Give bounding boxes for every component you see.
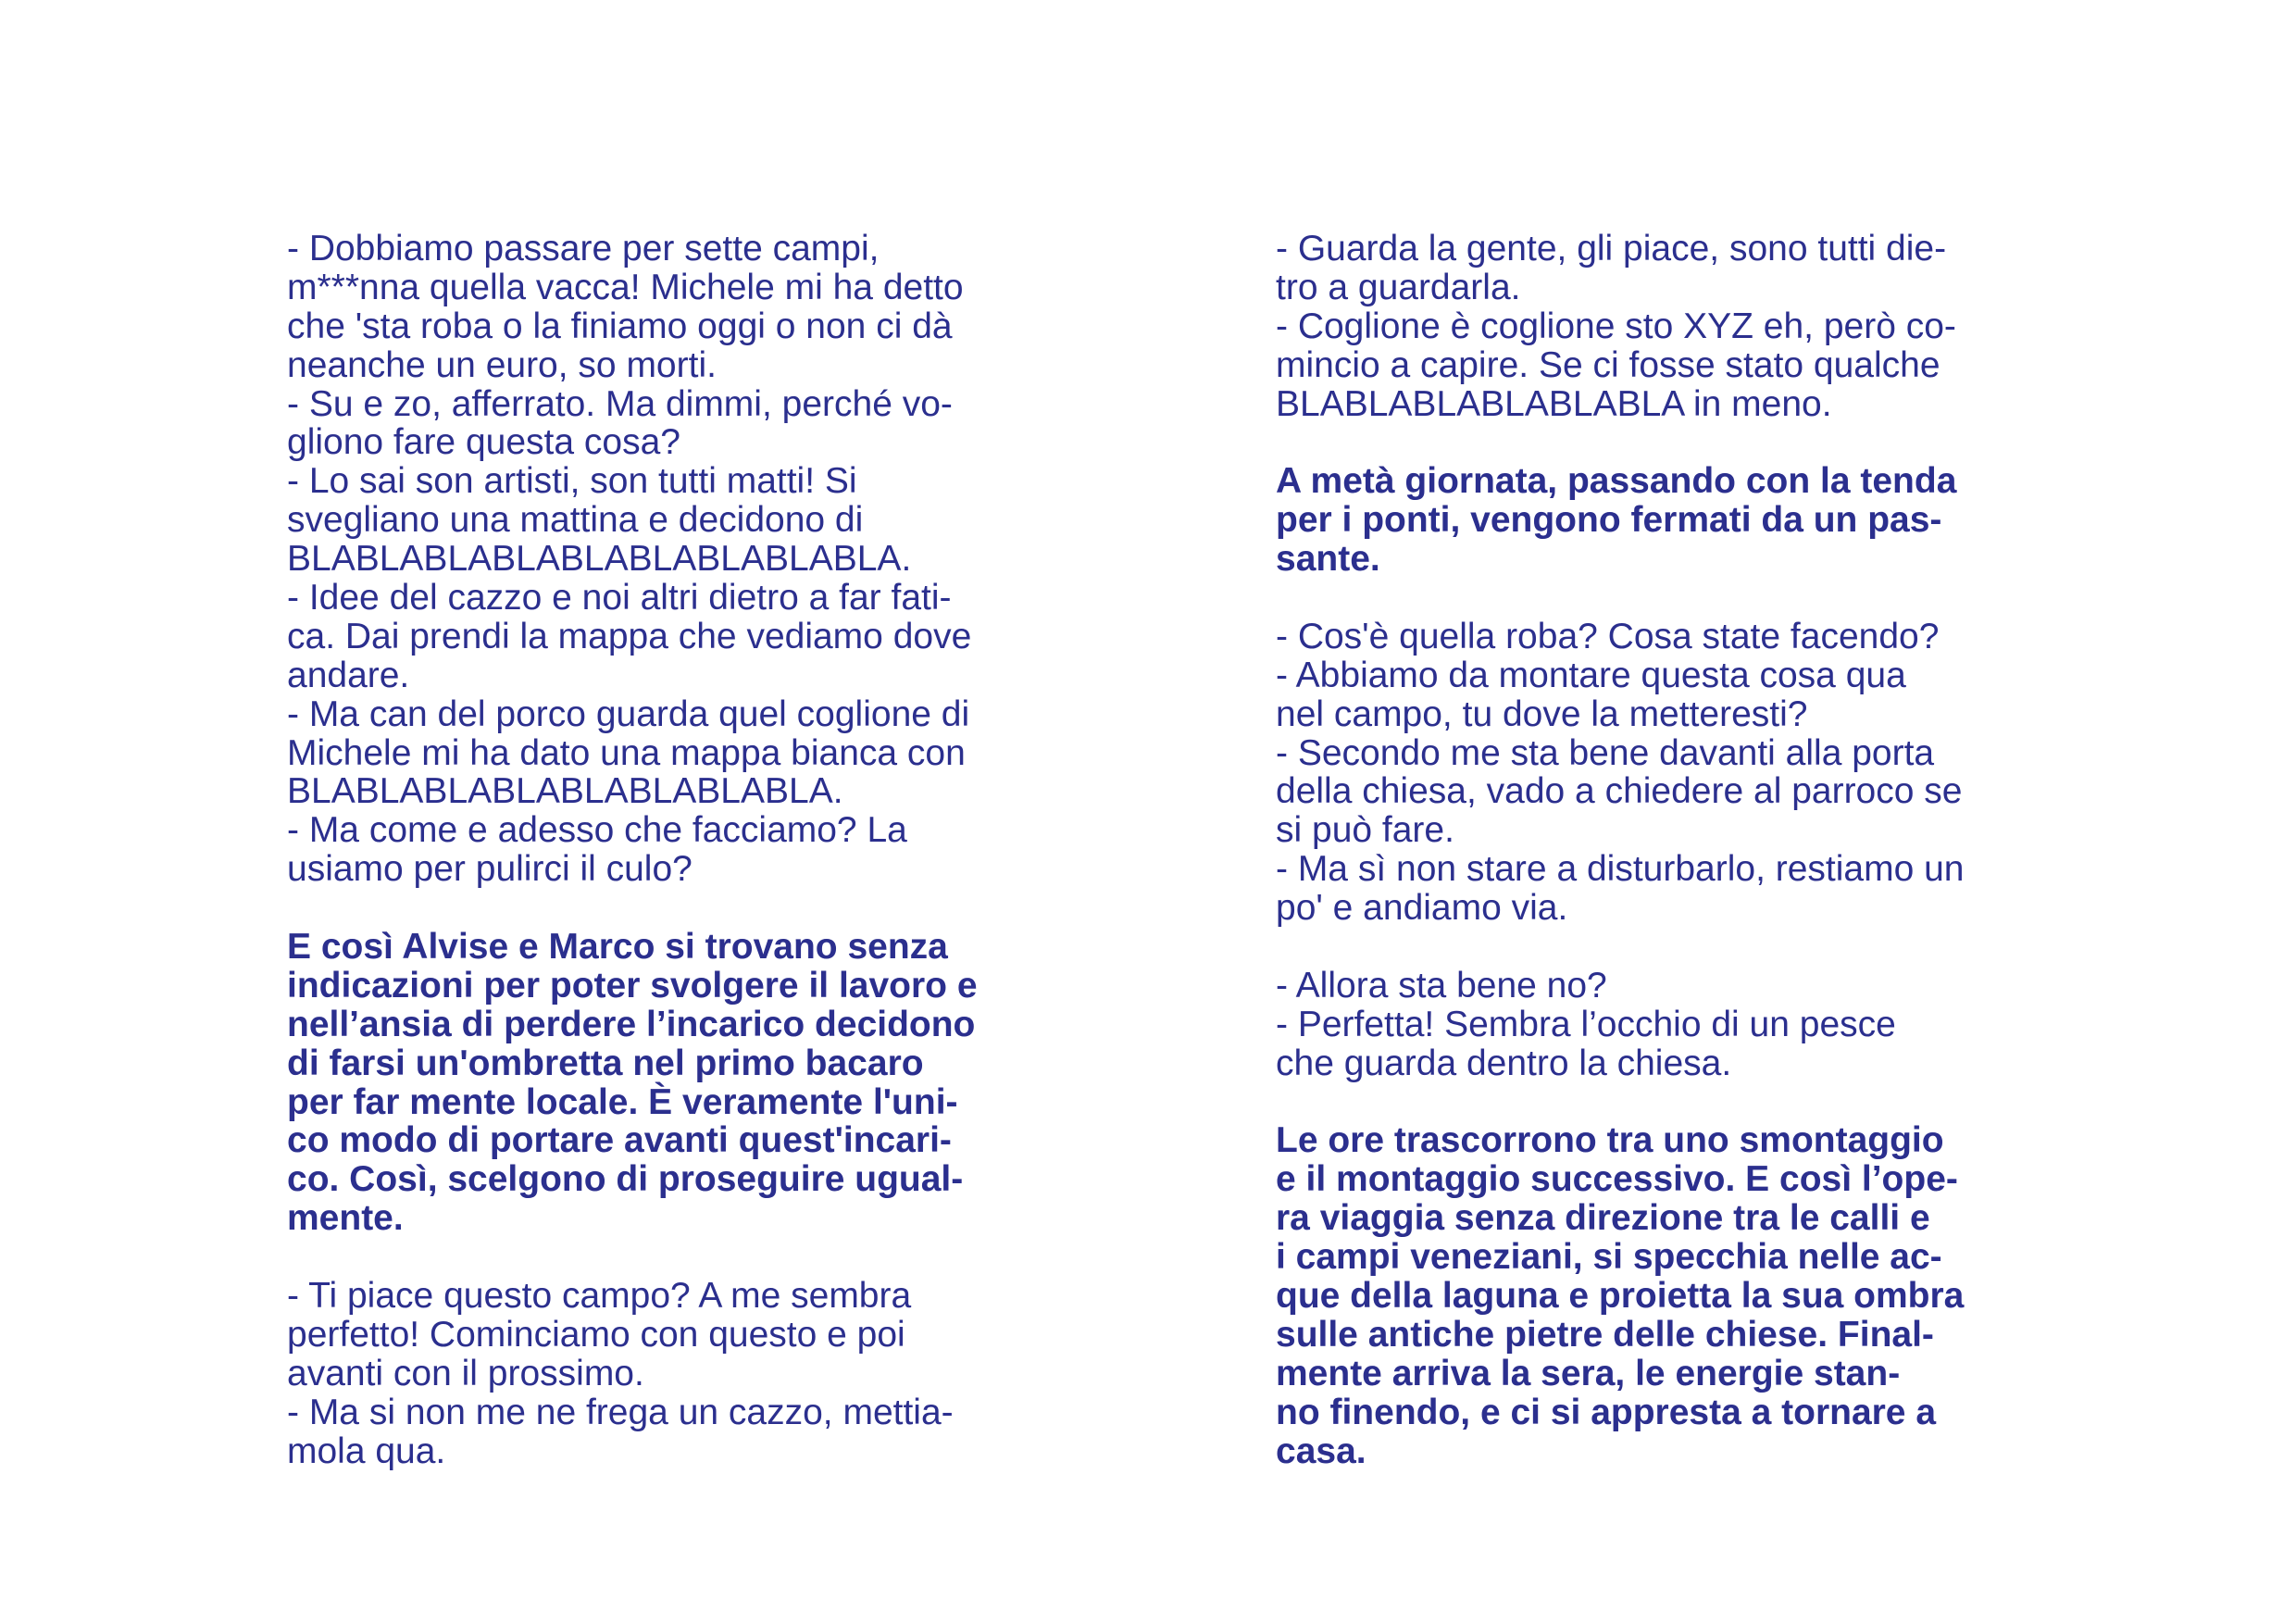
dialogue-block xyxy=(1276,230,2044,423)
text-line: tro a guardarla. xyxy=(1276,267,1521,307)
text-line: mente arriva la sera, le energie stan- xyxy=(1276,1353,1901,1393)
text-line: per far mente locale. È veramente l'uni- xyxy=(287,1081,958,1122)
text-line: no finendo, e ci si appresta a tornare a xyxy=(1276,1392,1937,1432)
text-line: ra viaggia senza direzione tra le calli e xyxy=(1276,1198,1930,1239)
text-line: sante. xyxy=(1276,539,1380,580)
text-line: i campi veneziani, si specchia nelle ac- xyxy=(1276,1237,1942,1278)
text-line: Michele mi ha dato una mappa bianca con xyxy=(287,732,966,773)
paragraph-gap xyxy=(1276,1083,2044,1122)
text-line: - Allora sta bene no? xyxy=(1276,965,1607,1006)
text-line: perfetto! Cominciamo con questo e poi xyxy=(287,1314,905,1355)
narration-block xyxy=(287,928,1055,1238)
text-line: ca. Dai prendi la mappa che vediamo dove xyxy=(287,616,972,656)
dialogue-block xyxy=(287,1277,1055,1470)
text-line: sulle antiche pietre delle chiese. Final- xyxy=(1276,1314,1934,1355)
paragraph-gap xyxy=(287,1238,1055,1277)
text-line: indicazioni per poter svolgere il lavoro e xyxy=(287,965,978,1006)
paragraph-gap xyxy=(1276,928,2044,967)
text-line: A metà giornata, passando con la tenda xyxy=(1276,461,1957,502)
text-line: si può fare. xyxy=(1276,810,1454,851)
text-line: mente. xyxy=(287,1198,404,1239)
text-line: gliono fare questa cosa? xyxy=(287,422,680,463)
text-line: po' e andiamo via. xyxy=(1276,888,1568,929)
text-line: m***nna quella vacca! Michele mi ha detto xyxy=(287,267,964,307)
text-line: e il montaggio successivo. E così l’ope- xyxy=(1276,1159,1958,1200)
text-line: della chiesa, vado a chiedere al parroco se xyxy=(1276,771,1963,812)
text-line: co. Così, scelgono di proseguire ugual- xyxy=(287,1159,964,1200)
right-text-column xyxy=(1276,230,2044,1471)
text-line: - Ti piace questo campo? A me sembra xyxy=(287,1276,912,1317)
narration-block xyxy=(1276,462,2044,579)
text-line: BLABLABLABLABLABLABLABLA. xyxy=(287,771,843,812)
text-line: andare. xyxy=(287,655,410,695)
text-line: - Idee del cazzo e noi altri dietro a far fati- xyxy=(287,578,952,618)
paragraph-gap xyxy=(1276,579,2044,618)
dialogue-block xyxy=(1276,618,2044,928)
text-line: - Secondo me sta bene davanti alla porta xyxy=(1276,732,1935,773)
text-line: casa. xyxy=(1276,1430,1366,1471)
text-line: svegliano una mattina e decidono di xyxy=(287,500,864,541)
dialogue-block xyxy=(287,230,1055,889)
text-line: - Cos'è quella roba? Cosa state facendo? xyxy=(1276,616,1940,656)
text-line: - Coglione è coglione sto XYZ eh, però co- xyxy=(1276,306,1956,346)
text-line: Le ore trascorrono tra uno smontaggio xyxy=(1276,1120,1944,1161)
text-line: - Ma si non me ne frega un cazzo, mettia- xyxy=(287,1392,954,1432)
text-line: co modo di portare avanti quest'incari- xyxy=(287,1120,952,1161)
text-line: avanti con il prossimo. xyxy=(287,1353,644,1393)
text-line: - Abbiamo da montare questa cosa qua xyxy=(1276,655,1906,695)
paragraph-gap xyxy=(287,889,1055,928)
text-line: BLABLABLABLABLABLA in meno. xyxy=(1276,383,1832,424)
text-line: - Lo sai son artisti, son tutti matti! Si xyxy=(287,461,857,502)
text-line: usiamo per pulirci il culo? xyxy=(287,849,693,890)
text-line: nel campo, tu dove la metteresti? xyxy=(1276,693,1808,734)
text-line: mola qua. xyxy=(287,1430,446,1471)
text-line: neanche un euro, so morti. xyxy=(287,344,717,385)
text-line: per i ponti, vengono fermati da un pas- xyxy=(1276,500,1942,541)
text-line: - Perfetta! Sembra l’occhio di un pesce xyxy=(1276,1004,1896,1044)
text-line: che guarda dentro la chiesa. xyxy=(1276,1043,1732,1083)
text-line: - Ma come e adesso che facciamo? La xyxy=(287,810,907,851)
text-line: che 'sta roba o la finiamo oggi o non ci dà xyxy=(287,306,953,346)
left-text-column xyxy=(287,230,1055,1471)
text-line: BLABLABLABLABLABLABLABLABLA. xyxy=(287,539,912,580)
paragraph-gap xyxy=(1276,423,2044,462)
text-line: que della laguna e proietta la sua ombra xyxy=(1276,1276,1965,1317)
text-line: - Su e zo, afferrato. Ma dimmi, perché vo- xyxy=(287,383,953,424)
text-line: nell’ansia di perdere l’incarico decidono xyxy=(287,1004,976,1044)
dialogue-block xyxy=(1276,967,2044,1083)
text-line: E così Alvise e Marco si trovano senza xyxy=(287,927,948,968)
text-line: - Guarda la gente, gli piace, sono tutti die- xyxy=(1276,229,1947,269)
text-line: - Dobbiamo passare per sette campi, xyxy=(287,229,880,269)
text-line: - Ma sì non stare a disturbarlo, restiamo un xyxy=(1276,849,1965,890)
text-line: mincio a capire. Se ci fosse stato qualche xyxy=(1276,344,1940,385)
narration-block xyxy=(1276,1121,2044,1470)
text-line: di farsi un'ombretta nel primo bacaro xyxy=(287,1043,924,1083)
text-line: - Ma can del porco guarda quel coglione di xyxy=(287,693,970,734)
